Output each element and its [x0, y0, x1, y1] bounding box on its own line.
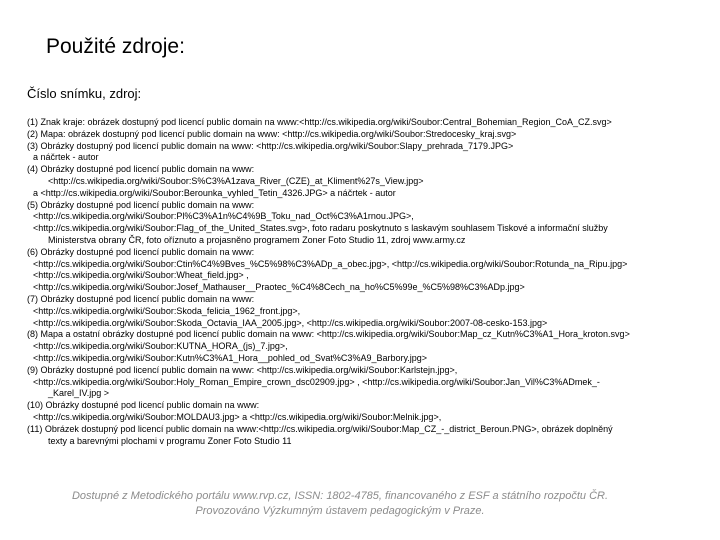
- footer-line: Provozováno Výzkumným ústavem pedagogickým v Praze.: [195, 505, 485, 517]
- source-line: _Karel_IV.jpg >: [48, 388, 109, 399]
- source-line: (2) Mapa: obrázek dostupný pod licencí public domain na www: <http://cs.wikipedia.org/wiki/Soubor:Stredocesky_kraj.svg>: [27, 128, 517, 139]
- footer-line: Dostupné z Metodického portálu www.rvp.cz, ISSN: 1802-4785, financovaného z ESF a státního rozpočtu ČR.: [71, 490, 609, 502]
- source-line: texty a barevnými plochami v programu Zoner Foto Studio 11: [48, 435, 292, 446]
- source-line: <http://cs.wikipedia.org/wiki/Soubor:Josef_Mathauser__Praotec_%C4%8Cech_na_ho%C5%99e_%C5%98%C3%ADp.jpg>: [33, 282, 525, 293]
- source-line: <http://cs.wikipedia.org/wiki/Soubor:Wheat_field.jpg> ,: [33, 270, 249, 281]
- source-line: (7) Obrázky dostupné pod licencí public domain na www:: [27, 293, 255, 304]
- slide-title: Použité zdroje:: [46, 35, 185, 58]
- source-line: (9) Obrázky dostupné pod licencí public domain na www: <http://cs.wikipedia.org/wiki/Soubor:Karlstejn.jpg>,: [27, 364, 458, 375]
- source-line: (1) Znak kraje: obrázek dostupný pod licencí public domain na www:<http://cs.wikipedia.org/wiki/Soubor:Central_Bohemian_Region_CoA_CZ.svg>: [27, 117, 612, 127]
- source-line: Ministerstva obrany ČR, foto oříznuto a projasněno programem Zoner Foto Studio 11, zdroj www.army.cz: [48, 234, 466, 245]
- source-line: (3) Obrázky dostupný pod licencí public domain na www: <http://cs.wikipedia.org/wiki/Soubor:Slapy_prehrada_7179.JPG>: [27, 140, 514, 151]
- source-line: <http://cs.wikipedia.org/wiki/Soubor:KUTNA_HORA_(js)_7.jpg>,: [33, 341, 288, 352]
- source-line: <http://cs.wikipedia.org/wiki/Soubor:Pl%C3%A1n%C4%9B_Toku_nad_Oct%C3%A1rnou.JPG>,: [33, 211, 414, 222]
- source-line: <http://cs.wikipedia.org/wiki/Soubor:MOLDAU3.jpg> a <http://cs.wikipedia.org/wiki/Soubor:Melnik.jpg>,: [33, 411, 442, 422]
- source-list: [27, 117, 697, 447]
- source-line: (11) Obrázek dostupný pod licencí public domain na www:<http://cs.wikipedia.org/wiki/Soubor:Map_CZ_-_district_Beroun.PNG>, obrázek doplněný: [27, 423, 613, 434]
- source-line: a <http://cs.wikipedia.org/wiki/Soubor:Berounka_vyhled_Tetin_4326.JPG> a náčrtek - autor: [33, 187, 396, 198]
- source-line: <http://cs.wikipedia.org/wiki/Soubor:Holy_Roman_Empire_crown_dsc02909.jpg> , <http://cs.wikipedia.org/wiki/Soubor:Jan_Vil%C3%ADmek_-: [33, 376, 600, 387]
- source-line: (8) Mapa a ostatní obrázky dostupné pod licencí public domain na www: <http://cs.wikipedia.org/wiki/Soubor:Map_cz_Kutn%C3%A1_Hora_kroton.svg>: [27, 329, 630, 340]
- source-line: <http://cs.wikipedia.org/wiki/Soubor:Skoda_Octavia_IAA_2005.jpg>, <http://cs.wikipedia.org/wiki/Soubor:2007-08-cesko-153.jpg>: [33, 317, 548, 328]
- subtitle: Číslo snímku, zdroj:: [27, 86, 142, 101]
- source-line: <http://cs.wikipedia.org/wiki/Soubor:Skoda_felicia_1962_front.jpg>,: [33, 305, 301, 316]
- source-line: <http://cs.wikipedia.org/wiki/Soubor:S%C3%A1zava_River_(CZE)_at_Kliment%27s_View.jpg>: [48, 175, 424, 186]
- source-line: (10) Obrázky dostupné pod licencí public domain na www:: [27, 400, 260, 411]
- source-line: <http://cs.wikipedia.org/wiki/Soubor:Ctin%C4%9Bves_%C5%98%C3%ADp_a_obec.jpg>, <http://cs.wikipedia.org/wiki/Soubor:Rotunda_na_Ripu.jpg>: [33, 258, 628, 269]
- source-line: a náčrtek - autor: [33, 152, 99, 163]
- source-line: (5) Obrázky dostupné pod licencí public domain na www:: [27, 199, 255, 210]
- source-line: <http://cs.wikipedia.org/wiki/Soubor:Flag_of_the_United_States.svg>, foto radaru poskytnuto s laskavým souhlasem Tiskové a informační služby: [33, 223, 608, 234]
- source-line: <http://cs.wikipedia.org/wiki/Soubor:Kutn%C3%A1_Hora__pohled_od_Svat%C3%A9_Barbory.jpg>: [33, 352, 428, 363]
- source-line: (6) Obrázky dostupné pod licencí public domain na www:: [27, 246, 255, 257]
- footer-credit: [0, 489, 680, 519]
- source-line: (4) Obrázky dostupné pod licencí public domain na www:: [27, 164, 255, 175]
